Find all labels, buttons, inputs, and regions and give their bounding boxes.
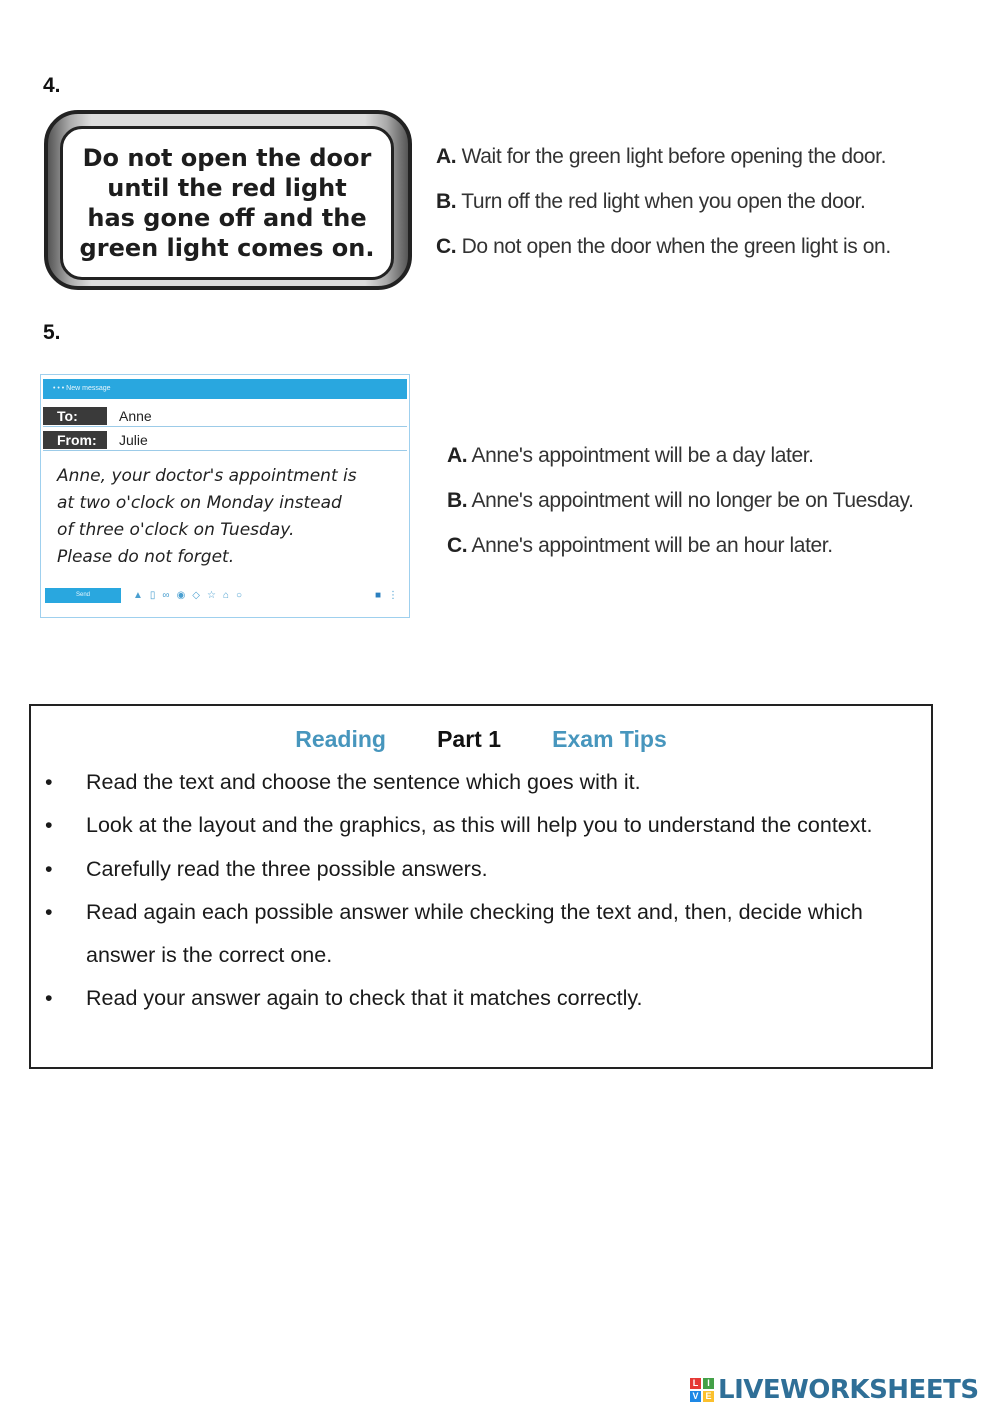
email-to-value: Anne [119,408,152,424]
email-body-line: Anne, your doctor's appointment is [57,466,357,486]
option-c[interactable] [447,523,914,568]
format-text-icon: ▲ [133,589,143,601]
logo-mark-letter: L [690,1378,701,1389]
signature-icon: ⌂ [222,589,230,601]
email-body-line: Please do not forget. [57,547,235,567]
option-text: Do not open the door when the green light is on. [461,235,891,258]
tip-text: Read your answer again to check that it matches correctly. [86,986,643,1011]
sign-line: Do not open the door [82,144,372,172]
attach-icon: ▯ [149,589,156,601]
option-c[interactable] [436,224,891,269]
heading-exam-tips: Exam Tips [552,726,667,752]
bullet: • [45,813,53,838]
tip-text: Read the text and choose the sentence which goes with it. [86,770,641,794]
option-letter: C. [436,235,457,258]
logo-mark-icon [690,1378,714,1402]
bullet: • [45,899,53,924]
tip-item [41,761,921,804]
option-a[interactable] [447,433,914,478]
option-text: Turn off the red light when you open the door. [461,190,866,213]
logo-text: LIVEWORKSHEETS [718,1375,979,1405]
sign-line: green light comes on. [79,234,375,262]
option-b[interactable] [436,179,891,224]
door-sign-image [44,110,412,290]
option-text: Wait for the green light before opening the door. [461,145,887,168]
question-4-number: 4. [43,74,61,97]
question-4-options [436,134,891,269]
logo-mark-letter: V [690,1391,701,1402]
email-titlebar: • • • New message [43,379,407,399]
exam-tips-heading [31,726,931,753]
option-text: Anne's appointment will no longer be on Tuesday. [471,489,914,512]
sign-line: until the red light [107,174,347,202]
option-letter: B. [447,489,468,512]
email-to-row [43,405,407,427]
option-b[interactable] [447,478,914,523]
email-from-row [43,429,407,451]
tip-item [41,804,921,847]
more-icon: ⋮ [388,589,398,601]
email-message-image [40,374,410,618]
tip-text: Read again each possible answer while checking the text and, then, decide which answer is the correct one. [86,899,863,968]
liveworksheets-logo[interactable] [690,1370,979,1410]
email-toolbar [45,585,405,605]
link-icon: ∞ [162,589,170,601]
send-button: Send [45,588,121,603]
bullet: • [45,770,53,794]
email-body [57,463,403,571]
delete-icon: ■ [374,589,381,601]
option-text: Anne's appointment will be an hour later. [471,534,833,557]
search-icon: ○ [236,589,243,601]
tip-item [41,848,921,891]
question-5-number: 5. [43,321,61,344]
option-letter: B. [436,190,457,213]
option-letter: C. [447,534,468,557]
sign-line: has gone off and the [87,204,367,232]
question-5-options [447,433,914,568]
exam-tips-box [29,704,933,1069]
heading-reading: Reading [295,726,386,752]
option-a[interactable] [436,134,891,179]
tip-item [41,977,921,1020]
email-from-label: From: [43,431,107,449]
option-letter: A. [436,145,457,168]
sign-panel [60,126,394,280]
drive-icon: ◇ [192,589,200,601]
heading-part: Part 1 [437,726,502,752]
tips-list [41,761,921,1021]
image-icon: ◉ [176,589,186,601]
email-from-value: Julie [119,432,148,448]
star-icon: ☆ [207,589,216,601]
email-body-line: at two o'clock on Monday instead [57,493,342,513]
bullet: • [45,986,53,1011]
tip-text: Carefully read the three possible answers. [86,856,488,881]
logo-mark-letter: E [703,1391,714,1402]
tip-item [41,891,921,978]
bullet: • [45,856,53,881]
tip-text: Look at the layout and the graphics, as this will help you to understand the context. [86,813,873,838]
option-text: Anne's appointment will be a day later. [471,444,814,467]
logo-mark-letter: I [703,1378,714,1389]
option-letter: A. [447,444,468,467]
email-body-line: of three o'clock on Tuesday. [57,520,295,540]
email-to-label: To: [43,407,107,425]
